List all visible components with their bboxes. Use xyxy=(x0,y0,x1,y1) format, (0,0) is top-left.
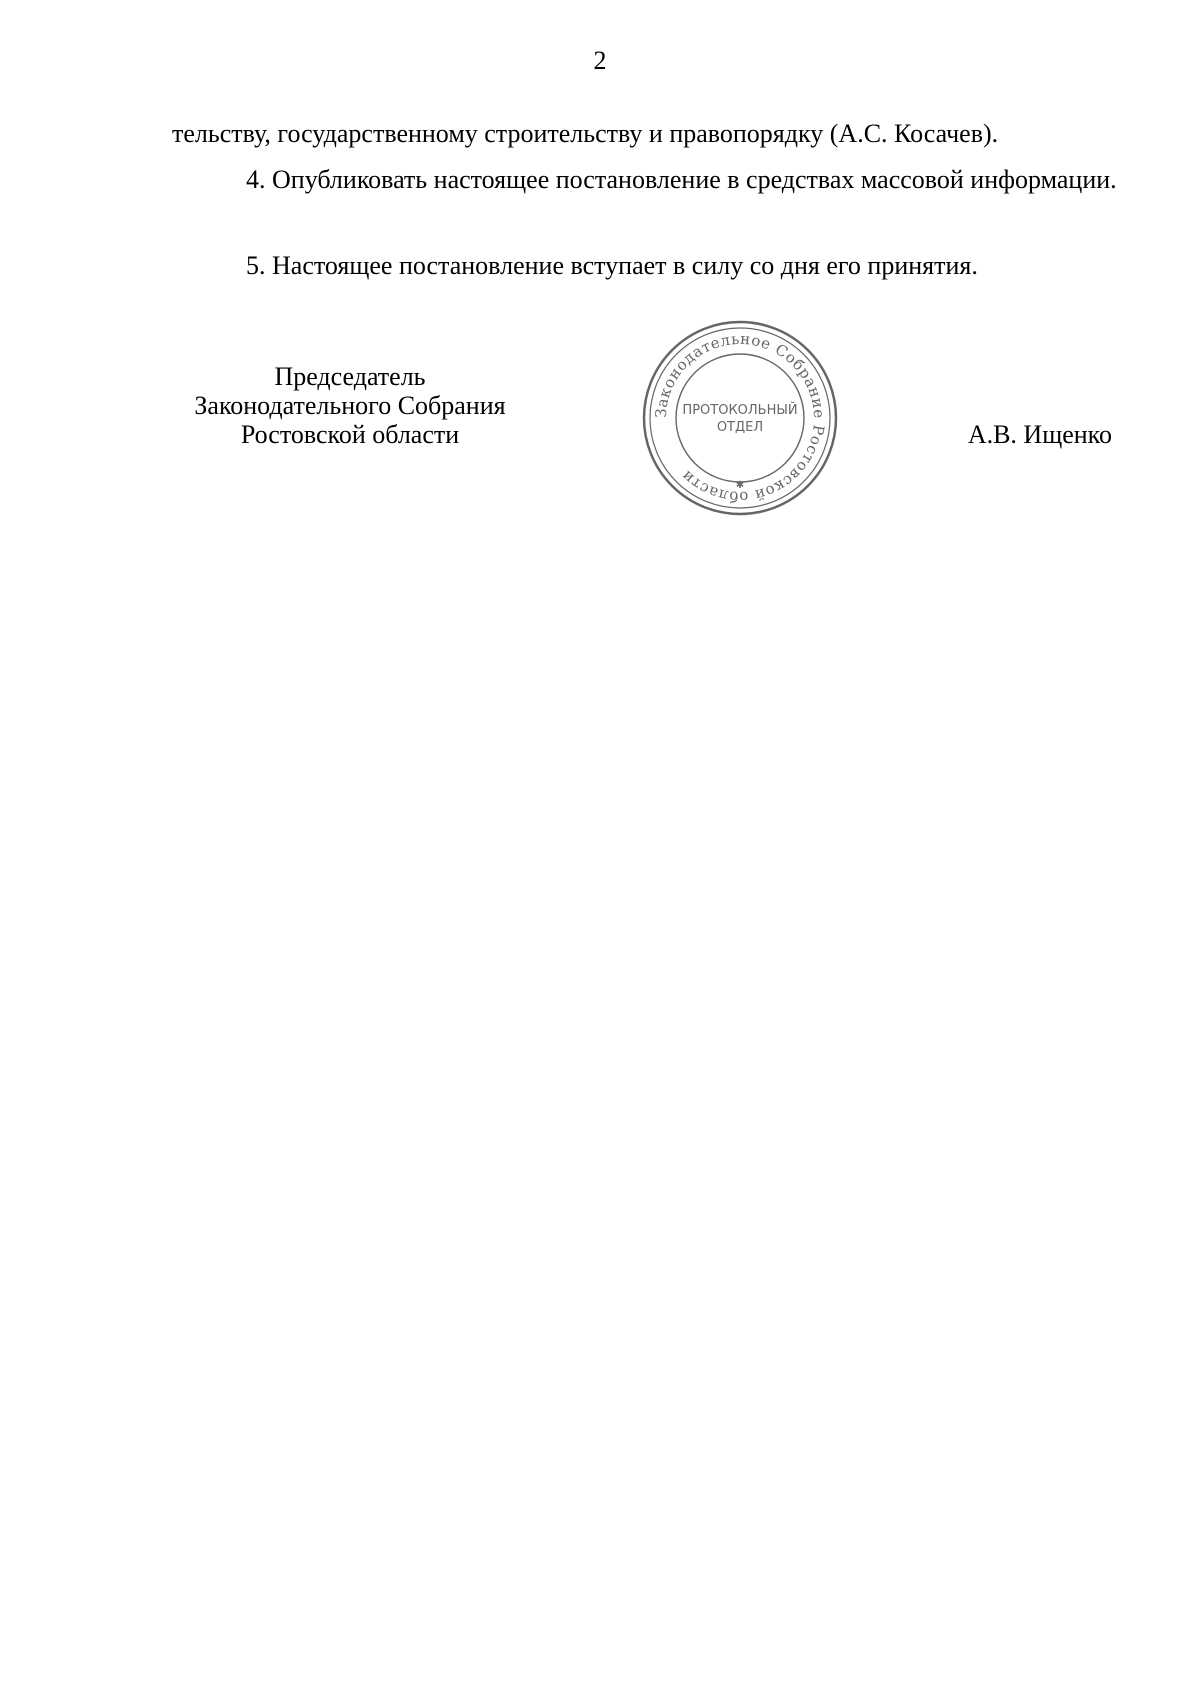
stamp-inner-line-1: ПРОТОКОЛЬНЫЙ xyxy=(682,403,798,418)
signatory-title-line: Председатель xyxy=(274,362,426,391)
paragraph-item-5: 5. Настоящее постановление вступает в силу со дня его принятия. xyxy=(246,251,978,280)
stamp-inner-line-2: ОТДЕЛ xyxy=(716,420,764,435)
signatory-name: А.В. Ищенко xyxy=(967,420,1112,449)
official-stamp xyxy=(640,318,840,518)
stamp-inner-ring xyxy=(676,354,804,482)
paragraph-item-4: 4. Опубликовать настоящее постановление в средствах массовой информации. xyxy=(246,165,1117,194)
signatory-title-line: Законодательного Собрания xyxy=(194,391,506,420)
paragraph-continuation: тельству, государственному строительству и правопорядку (А.С. Косачев). xyxy=(172,119,999,148)
signatory-title-line: Ростовской области xyxy=(240,420,460,449)
stamp-outer-text: Законодательное Собрание Ростовской области xyxy=(651,329,829,507)
signatory-title xyxy=(172,362,528,449)
page-number: 2 xyxy=(593,46,607,75)
star-icon: ✱ xyxy=(735,480,745,491)
